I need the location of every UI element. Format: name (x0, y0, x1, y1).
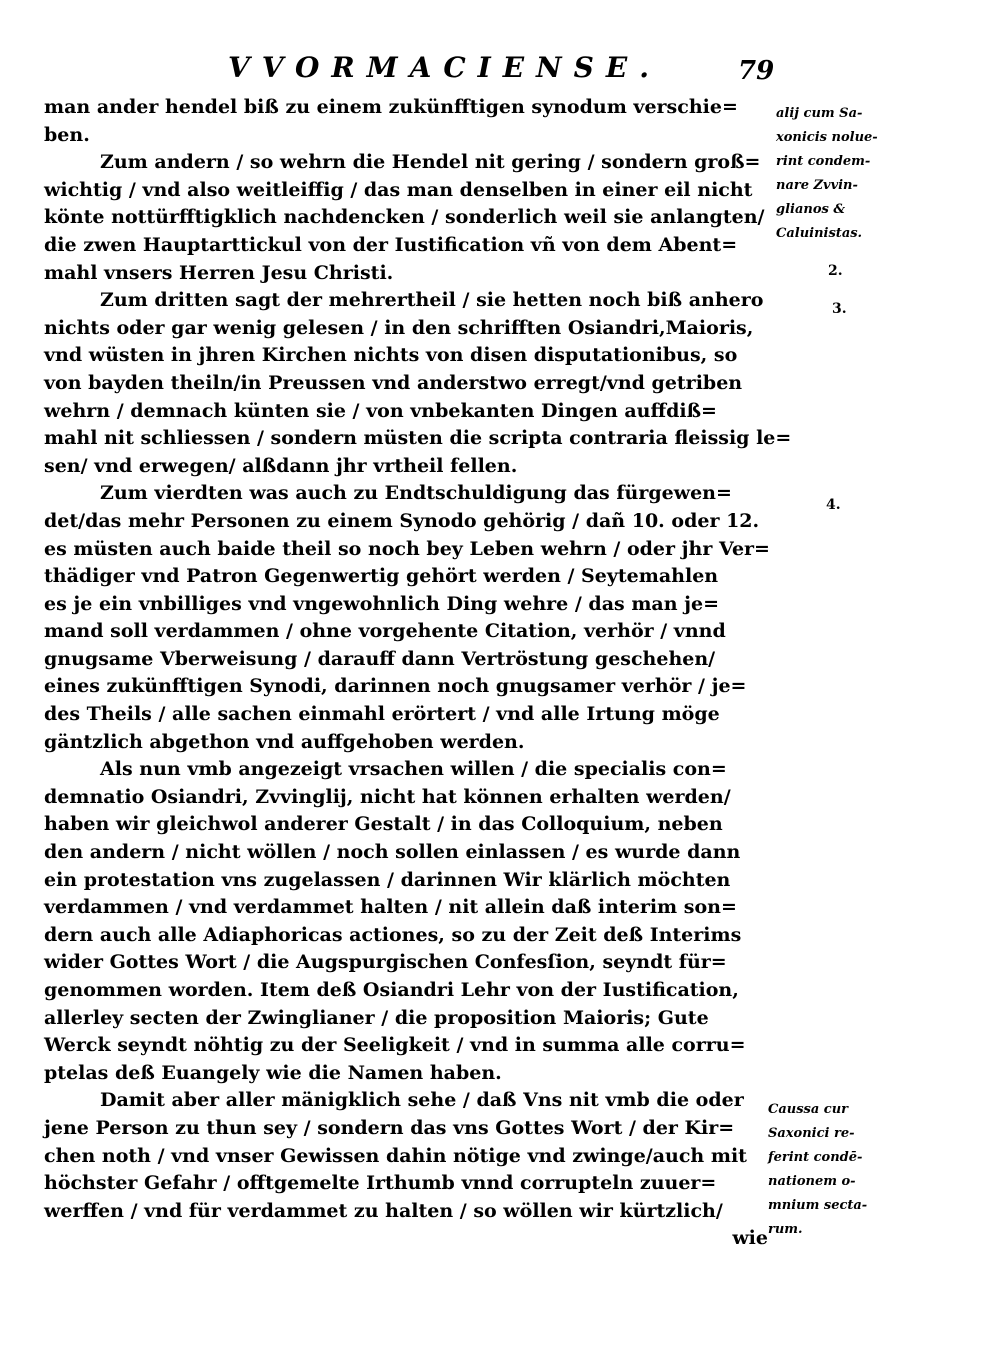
margin-note-line: mnium secta- (768, 1198, 868, 1213)
margin-note-line: xonicis nolue- (776, 130, 878, 145)
text-line: allerley secten der Zwinglianer / die proposition Maioris; Gute (44, 1006, 709, 1029)
margin-note-line: nationem o- (768, 1174, 856, 1189)
text-line: ptelas deß Euangely wie die Namen haben. (44, 1061, 502, 1084)
margin-note-line: Caluinistas. (776, 226, 863, 241)
text-line: demnatio Osiandri, Zvvinglij, nicht hat können erhalten werden/ (44, 785, 731, 808)
margin-number-3: 3. (832, 301, 847, 317)
text-line: nichts oder gar wenig gelesen / in den schrifften Osiandri,Maioris, (44, 316, 754, 339)
margin-note-line: glianos & (776, 202, 846, 217)
text-line: ein protestation vns zugelassen / darinnen Wir klärlich möchten (44, 868, 731, 891)
margin-note-line: Caussa cur (768, 1102, 849, 1117)
text-line: gnugsame Vberweisung / darauff dann Vertröstung geschehen/ (44, 647, 716, 670)
text-line: Werck seyndt nöhtig zu der Seeligkeit / vnd in summa alle corru= (44, 1034, 746, 1057)
text-line: ben. (44, 123, 90, 146)
text-line: genommen worden. Item deß Osiandri Lehr von der Iustification, (44, 979, 739, 1001)
text-line: man ander hendel biß zu einem zukünfftigen synodum verschie= (44, 96, 738, 118)
text-line: von bayden theiln/in Preussen vnd anderstwo erregt/vnd getriben (44, 371, 743, 394)
text-line: verdammen / vnd verdammet halten / nit allein daß interim son= (44, 896, 737, 919)
text-line: chen noth / vnd vnser Gewissen dahin nötige vnd zwinge/auch mit (44, 1144, 747, 1167)
text-line: könte nottürfftigklich nachdencken / sonderlich weil sie anlangten/ (44, 206, 765, 229)
text-line: det/das mehr Personen zu einem Synodo gehörig / dañ 10. oder 12. (44, 509, 760, 532)
text-line: den andern / nicht wöllen / noch sollen einlassen / es wurde dann (44, 841, 741, 864)
text-line: Zum andern / so wehrn die Hendel nit gering / sondern groß= (100, 151, 761, 174)
text-line: Als nun vmb angezeigt vrsachen willen / die specialis con= (100, 758, 727, 781)
text-line: sen/ vnd erwegen/ alßdann jhr vrtheil fellen. (44, 454, 518, 477)
margin-note-saxonici-noluerint (776, 102, 916, 246)
margin-number-2: 2. (828, 263, 843, 279)
margin-note-line: rint condem- (776, 154, 871, 169)
catchword: wie (732, 1227, 768, 1250)
text-line: Zum dritten sagt der mehrertheil / sie hetten noch biß anhero (100, 289, 764, 312)
text-line: werffen / vnd für verdammet zu halten / so wöllen wir kürtzlich/ (44, 1199, 723, 1222)
margin-note-line: rum. (768, 1222, 803, 1237)
text-line: es je ein vnbilliges vnd vngewohnlich Ding wehre / das man je= (44, 592, 720, 615)
text-line: wichtig / vnd also weitleiffig / das man denselben in einer eil nicht (44, 178, 753, 201)
text-line: jene Person zu thun sey / sondern das vns Gottes Wort / der Kir= (44, 1116, 735, 1139)
text-line: mahl vnsers Herren Jesu Christi. (44, 261, 394, 284)
text-line: dern auch alle Adiaphoricas actiones, so zu der Zeit deß Interims (44, 923, 742, 946)
text-line: höchster Gefahr / offtgemelte Irthumb vnnd corrupteln zuuer= (44, 1172, 717, 1195)
text-line: gäntzlich abgethon vnd auffgehoben werden. (44, 730, 525, 753)
text-line: des Theils / alle sachen einmahl erörtert / vnd alle Irtung möge (44, 703, 720, 726)
margin-note-line: alij cum Sa- (776, 106, 863, 121)
text-line: mahl nit schliessen / sondern müsten die scripta contraria fleissig le= (44, 427, 792, 450)
text-line: thädiger vnd Patron Gegenwertig gehört werden / Seytemahlen (44, 565, 719, 588)
text-line: mand soll verdammen / ohne vorgehente Citation, verhör / vnnd (44, 620, 726, 643)
page-number: 79 (738, 56, 775, 86)
margin-note-caussa-cur (768, 1098, 928, 1242)
text-line: wehrn / demnach künten sie / von vnbekanten Dingen auffdiß= (44, 399, 717, 422)
text-line: es müsten auch baide theil so noch bey Leben wehrn / oder jhr Ver= (44, 537, 770, 560)
margin-note-line: nare Zvvin- (776, 178, 858, 193)
text-line: Zum vierdten was auch zu Endtschuldigung das fürgewen= (100, 482, 732, 505)
margin-note-line: Saxonici re- (768, 1126, 855, 1141)
text-line: die zwen Hauptarttickul von der Iustification vñ von dem Abent= (44, 233, 738, 256)
text-line: Damit aber aller mänigklich sehe / daß Vns nit vmb die oder (100, 1089, 744, 1112)
text-line: vnd wüsten in jhren Kirchen nichts von disen disputationibus, so (44, 344, 738, 367)
margin-note-line: ferint condē- (768, 1150, 863, 1165)
margin-number-4: 4. (826, 497, 841, 513)
text-line: haben wir gleichwol anderer Gestalt / in das Colloquium, neben (44, 813, 723, 836)
text-line: wider Gottes Wort / die Augspurgischen Confesſion, seyndt für= (44, 951, 727, 974)
text-line: eines zukünfftigen Synodi, darinnen noch gnugsamer verhör / je= (44, 675, 747, 698)
running-head-title: VVORMACIENSE. (228, 51, 661, 84)
